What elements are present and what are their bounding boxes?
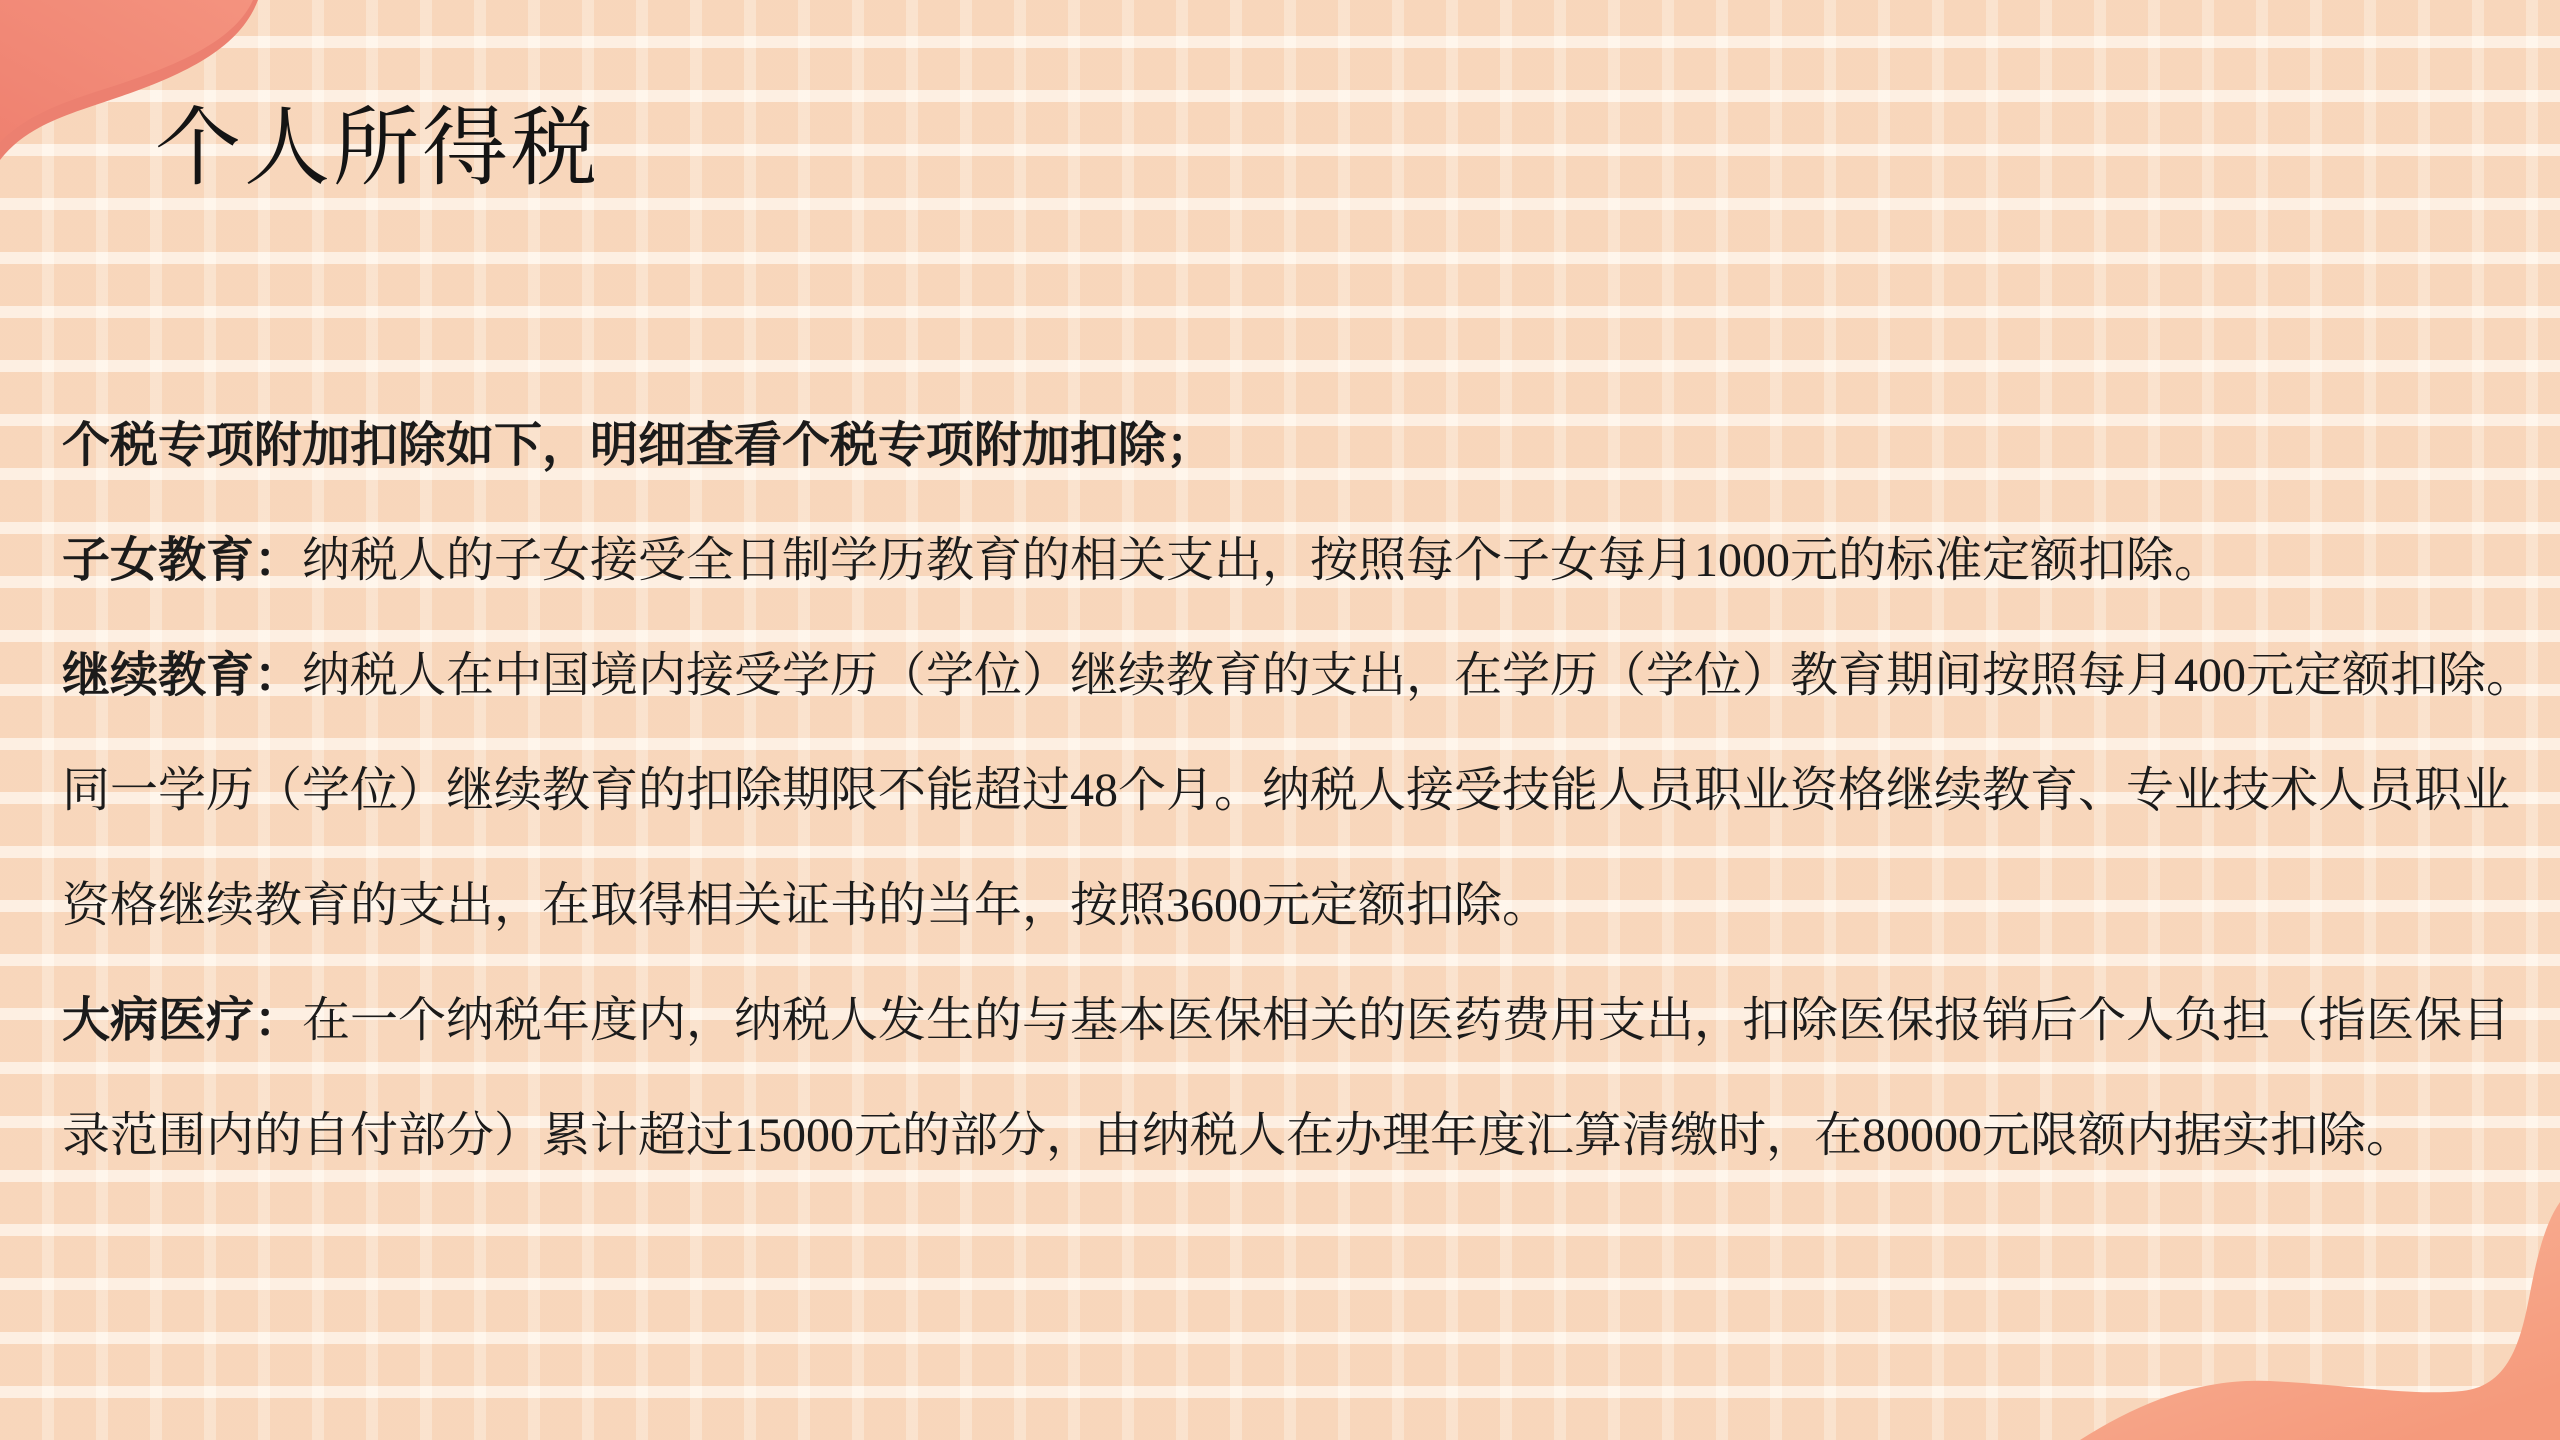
text-line-body: 录范围内的自付部分）累计超过15000元的部分，由纳税人在办理年度汇算清缴时，在80000元限额内据实扣除。 xyxy=(62,1109,2415,1162)
text-line-body: 纳税人在中国境内接受学历（学位）继续教育的支出，在学历（学位）教育期间按照每月400元定额扣除。 xyxy=(302,649,2535,702)
text-line xyxy=(62,618,2550,733)
text-line-body: 资格继续教育的支出，在取得相关证书的当年，按照3600元定额扣除。 xyxy=(62,879,1551,932)
text-line-lead: 大病医疗： xyxy=(62,994,303,1047)
text-line-lead: 子女教育： xyxy=(62,534,303,587)
text-line xyxy=(62,503,2550,618)
text-line-lead: 继续教育： xyxy=(62,649,303,702)
corner-wave-bottom-right-decoration xyxy=(2050,1150,2560,1440)
page-title: 个人所得税 xyxy=(155,100,600,196)
text-line-body: 在一个纳税年度内，纳税人发生的与基本医保相关的医药费用支出，扣除医保报销后个人负担（指医保目 xyxy=(302,994,2511,1047)
text-line xyxy=(62,963,2550,1078)
text-line xyxy=(62,848,2550,963)
body-text xyxy=(62,388,2550,1193)
text-line xyxy=(62,388,2550,503)
text-line xyxy=(62,1078,2550,1193)
text-line xyxy=(62,733,2550,848)
text-line-body: 纳税人的子女接受全日制学历教育的相关支出，按照每个子女每月1000元的标准定额扣除。 xyxy=(302,534,2223,587)
text-line-body: 同一学历（学位）继续教育的扣除期限不能超过48个月。纳税人接受技能人员职业资格继续教育、专业技术人员职业 xyxy=(62,764,2511,817)
text-line-lead: 个税专项附加扣除如下，明细查看个税专项附加扣除； xyxy=(62,419,1215,472)
